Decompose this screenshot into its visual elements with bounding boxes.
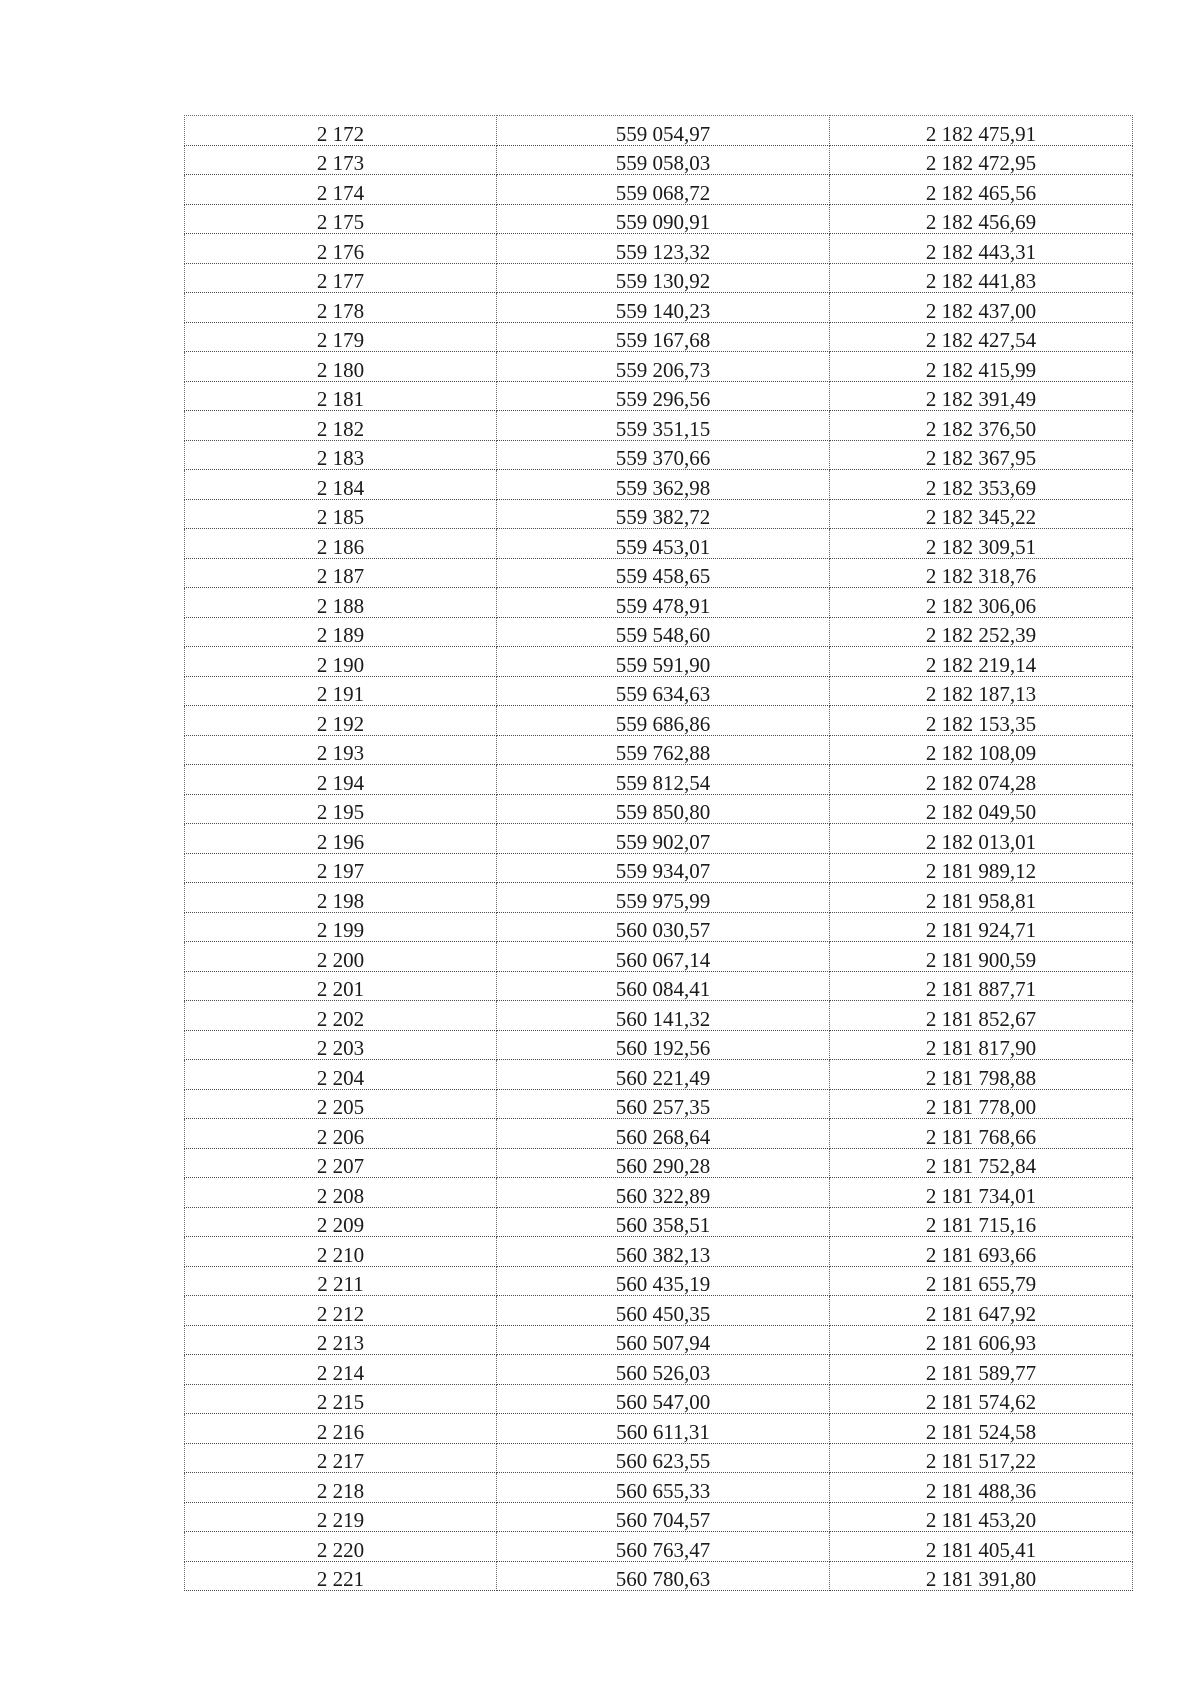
x-coordinate-cell: 560 192,56 <box>497 1030 830 1060</box>
x-coordinate-cell: 559 902,07 <box>497 824 830 854</box>
table-row <box>185 971 1133 1001</box>
point-number-cell: 2 174 <box>185 175 497 205</box>
point-number-cell: 2 216 <box>185 1414 497 1444</box>
table-row <box>185 1502 1133 1532</box>
y-coordinate-cell: 2 182 153,35 <box>830 706 1133 736</box>
point-number-cell: 2 180 <box>185 352 497 382</box>
table-row <box>185 794 1133 824</box>
x-coordinate-cell: 559 130,92 <box>497 263 830 293</box>
y-coordinate-cell: 2 182 345,22 <box>830 499 1133 529</box>
y-coordinate-cell: 2 182 391,49 <box>830 381 1133 411</box>
point-number-cell: 2 177 <box>185 263 497 293</box>
point-number-cell: 2 181 <box>185 381 497 411</box>
point-number-cell: 2 173 <box>185 145 497 175</box>
x-coordinate-cell: 560 084,41 <box>497 971 830 1001</box>
y-coordinate-cell: 2 182 415,99 <box>830 352 1133 382</box>
y-coordinate-cell: 2 182 013,01 <box>830 824 1133 854</box>
table-row <box>185 735 1133 765</box>
table-row <box>185 352 1133 382</box>
x-coordinate-cell: 559 686,86 <box>497 706 830 736</box>
x-coordinate-cell: 559 351,15 <box>497 411 830 441</box>
y-coordinate-cell: 2 182 049,50 <box>830 794 1133 824</box>
table-row <box>185 1355 1133 1385</box>
table-row <box>185 853 1133 883</box>
y-coordinate-cell: 2 181 655,79 <box>830 1266 1133 1296</box>
point-number-cell: 2 172 <box>185 116 497 146</box>
table-row <box>185 1325 1133 1355</box>
table-row <box>185 1296 1133 1326</box>
x-coordinate-cell: 560 450,35 <box>497 1296 830 1326</box>
table-row <box>185 411 1133 441</box>
x-coordinate-cell: 560 547,00 <box>497 1384 830 1414</box>
y-coordinate-cell: 2 181 488,36 <box>830 1473 1133 1503</box>
point-number-cell: 2 187 <box>185 558 497 588</box>
x-coordinate-cell: 559 058,03 <box>497 145 830 175</box>
table-row <box>185 234 1133 264</box>
table-row <box>185 1266 1133 1296</box>
point-number-cell: 2 185 <box>185 499 497 529</box>
point-number-cell: 2 193 <box>185 735 497 765</box>
point-number-cell: 2 208 <box>185 1178 497 1208</box>
table-row <box>185 647 1133 677</box>
point-number-cell: 2 210 <box>185 1237 497 1267</box>
point-number-cell: 2 197 <box>185 853 497 883</box>
table-row <box>185 883 1133 913</box>
point-number-cell: 2 194 <box>185 765 497 795</box>
table-row <box>185 381 1133 411</box>
y-coordinate-cell: 2 182 074,28 <box>830 765 1133 795</box>
y-coordinate-cell: 2 182 437,00 <box>830 293 1133 323</box>
x-coordinate-cell: 559 068,72 <box>497 175 830 205</box>
x-coordinate-cell: 560 382,13 <box>497 1237 830 1267</box>
y-coordinate-cell: 2 181 715,16 <box>830 1207 1133 1237</box>
point-number-cell: 2 200 <box>185 942 497 972</box>
x-coordinate-cell: 560 704,57 <box>497 1502 830 1532</box>
table-row <box>185 617 1133 647</box>
table-row <box>185 1237 1133 1267</box>
y-coordinate-cell: 2 182 441,83 <box>830 263 1133 293</box>
table-row <box>185 499 1133 529</box>
table-row <box>185 293 1133 323</box>
table-row <box>185 1001 1133 1031</box>
point-number-cell: 2 211 <box>185 1266 497 1296</box>
y-coordinate-cell: 2 181 647,92 <box>830 1296 1133 1326</box>
table-row <box>185 1030 1133 1060</box>
table-row <box>185 145 1133 175</box>
point-number-cell: 2 186 <box>185 529 497 559</box>
y-coordinate-cell: 2 181 817,90 <box>830 1030 1133 1060</box>
x-coordinate-cell: 559 762,88 <box>497 735 830 765</box>
table-row <box>185 1532 1133 1562</box>
y-coordinate-cell: 2 181 768,66 <box>830 1119 1133 1149</box>
x-coordinate-cell: 560 507,94 <box>497 1325 830 1355</box>
table-row <box>185 588 1133 618</box>
x-coordinate-cell: 559 934,07 <box>497 853 830 883</box>
point-number-cell: 2 218 <box>185 1473 497 1503</box>
point-number-cell: 2 179 <box>185 322 497 352</box>
x-coordinate-cell: 560 780,63 <box>497 1561 830 1591</box>
point-number-cell: 2 178 <box>185 293 497 323</box>
table-row <box>185 1443 1133 1473</box>
table-row <box>185 765 1133 795</box>
y-coordinate-cell: 2 182 306,06 <box>830 588 1133 618</box>
table-row <box>185 676 1133 706</box>
point-number-cell: 2 198 <box>185 883 497 913</box>
x-coordinate-cell: 560 030,57 <box>497 912 830 942</box>
x-coordinate-cell: 560 526,03 <box>497 1355 830 1385</box>
y-coordinate-cell: 2 181 924,71 <box>830 912 1133 942</box>
x-coordinate-cell: 560 067,14 <box>497 942 830 972</box>
x-coordinate-cell: 560 655,33 <box>497 1473 830 1503</box>
y-coordinate-cell: 2 182 187,13 <box>830 676 1133 706</box>
point-number-cell: 2 195 <box>185 794 497 824</box>
table-row <box>185 912 1133 942</box>
table-row <box>185 1414 1133 1444</box>
x-coordinate-cell: 560 221,49 <box>497 1060 830 1090</box>
y-coordinate-cell: 2 182 472,95 <box>830 145 1133 175</box>
y-coordinate-cell: 2 181 517,22 <box>830 1443 1133 1473</box>
point-number-cell: 2 202 <box>185 1001 497 1031</box>
y-coordinate-cell: 2 181 693,66 <box>830 1237 1133 1267</box>
y-coordinate-cell: 2 181 989,12 <box>830 853 1133 883</box>
x-coordinate-cell: 559 123,32 <box>497 234 830 264</box>
table-row <box>185 263 1133 293</box>
y-coordinate-cell: 2 182 443,31 <box>830 234 1133 264</box>
y-coordinate-cell: 2 181 752,84 <box>830 1148 1133 1178</box>
y-coordinate-cell: 2 182 376,50 <box>830 411 1133 441</box>
y-coordinate-cell: 2 182 475,91 <box>830 116 1133 146</box>
table-row <box>185 1089 1133 1119</box>
y-coordinate-cell: 2 182 353,69 <box>830 470 1133 500</box>
table-row <box>185 1119 1133 1149</box>
y-coordinate-cell: 2 181 798,88 <box>830 1060 1133 1090</box>
table-row <box>185 1473 1133 1503</box>
point-number-cell: 2 206 <box>185 1119 497 1149</box>
x-coordinate-cell: 560 141,32 <box>497 1001 830 1031</box>
point-number-cell: 2 188 <box>185 588 497 618</box>
y-coordinate-cell: 2 181 900,59 <box>830 942 1133 972</box>
coordinates-table-body <box>185 116 1133 1591</box>
point-number-cell: 2 201 <box>185 971 497 1001</box>
y-coordinate-cell: 2 181 574,62 <box>830 1384 1133 1414</box>
table-row <box>185 1178 1133 1208</box>
table-row <box>185 322 1133 352</box>
point-number-cell: 2 214 <box>185 1355 497 1385</box>
y-coordinate-cell: 2 182 252,39 <box>830 617 1133 647</box>
x-coordinate-cell: 560 611,31 <box>497 1414 830 1444</box>
y-coordinate-cell: 2 182 456,69 <box>830 204 1133 234</box>
table-row <box>185 175 1133 205</box>
point-number-cell: 2 203 <box>185 1030 497 1060</box>
point-number-cell: 2 190 <box>185 647 497 677</box>
point-number-cell: 2 196 <box>185 824 497 854</box>
y-coordinate-cell: 2 181 852,67 <box>830 1001 1133 1031</box>
point-number-cell: 2 189 <box>185 617 497 647</box>
table-row <box>185 470 1133 500</box>
point-number-cell: 2 183 <box>185 440 497 470</box>
y-coordinate-cell: 2 182 367,95 <box>830 440 1133 470</box>
point-number-cell: 2 220 <box>185 1532 497 1562</box>
y-coordinate-cell: 2 181 524,58 <box>830 1414 1133 1444</box>
x-coordinate-cell: 559 206,73 <box>497 352 830 382</box>
point-number-cell: 2 192 <box>185 706 497 736</box>
point-number-cell: 2 207 <box>185 1148 497 1178</box>
x-coordinate-cell: 559 850,80 <box>497 794 830 824</box>
y-coordinate-cell: 2 181 606,93 <box>830 1325 1133 1355</box>
x-coordinate-cell: 559 478,91 <box>497 588 830 618</box>
table-row <box>185 558 1133 588</box>
table-row <box>185 204 1133 234</box>
table-row <box>185 942 1133 972</box>
y-coordinate-cell: 2 181 391,80 <box>830 1561 1133 1591</box>
coordinates-table <box>184 115 1133 1591</box>
x-coordinate-cell: 560 435,19 <box>497 1266 830 1296</box>
point-number-cell: 2 205 <box>185 1089 497 1119</box>
table-row <box>185 824 1133 854</box>
point-number-cell: 2 191 <box>185 676 497 706</box>
y-coordinate-cell: 2 181 589,77 <box>830 1355 1133 1385</box>
point-number-cell: 2 182 <box>185 411 497 441</box>
x-coordinate-cell: 559 362,98 <box>497 470 830 500</box>
x-coordinate-cell: 559 458,65 <box>497 558 830 588</box>
y-coordinate-cell: 2 182 465,56 <box>830 175 1133 205</box>
x-coordinate-cell: 559 370,66 <box>497 440 830 470</box>
x-coordinate-cell: 559 975,99 <box>497 883 830 913</box>
x-coordinate-cell: 560 623,55 <box>497 1443 830 1473</box>
y-coordinate-cell: 2 182 108,09 <box>830 735 1133 765</box>
point-number-cell: 2 199 <box>185 912 497 942</box>
x-coordinate-cell: 559 054,97 <box>497 116 830 146</box>
point-number-cell: 2 219 <box>185 1502 497 1532</box>
point-number-cell: 2 217 <box>185 1443 497 1473</box>
y-coordinate-cell: 2 181 405,41 <box>830 1532 1133 1562</box>
table-row <box>185 1207 1133 1237</box>
table-row <box>185 1384 1133 1414</box>
y-coordinate-cell: 2 181 958,81 <box>830 883 1133 913</box>
x-coordinate-cell: 559 634,63 <box>497 676 830 706</box>
x-coordinate-cell: 559 090,91 <box>497 204 830 234</box>
x-coordinate-cell: 559 167,68 <box>497 322 830 352</box>
y-coordinate-cell: 2 181 887,71 <box>830 971 1133 1001</box>
x-coordinate-cell: 560 290,28 <box>497 1148 830 1178</box>
table-row <box>185 1060 1133 1090</box>
table-row <box>185 116 1133 146</box>
point-number-cell: 2 212 <box>185 1296 497 1326</box>
point-number-cell: 2 176 <box>185 234 497 264</box>
y-coordinate-cell: 2 182 219,14 <box>830 647 1133 677</box>
y-coordinate-cell: 2 182 309,51 <box>830 529 1133 559</box>
table-row <box>185 706 1133 736</box>
x-coordinate-cell: 560 268,64 <box>497 1119 830 1149</box>
point-number-cell: 2 209 <box>185 1207 497 1237</box>
x-coordinate-cell: 559 453,01 <box>497 529 830 559</box>
x-coordinate-cell: 559 140,23 <box>497 293 830 323</box>
y-coordinate-cell: 2 181 778,00 <box>830 1089 1133 1119</box>
x-coordinate-cell: 560 763,47 <box>497 1532 830 1562</box>
point-number-cell: 2 215 <box>185 1384 497 1414</box>
y-coordinate-cell: 2 181 453,20 <box>830 1502 1133 1532</box>
y-coordinate-cell: 2 182 318,76 <box>830 558 1133 588</box>
y-coordinate-cell: 2 181 734,01 <box>830 1178 1133 1208</box>
x-coordinate-cell: 559 296,56 <box>497 381 830 411</box>
x-coordinate-cell: 559 548,60 <box>497 617 830 647</box>
x-coordinate-cell: 560 358,51 <box>497 1207 830 1237</box>
point-number-cell: 2 221 <box>185 1561 497 1591</box>
point-number-cell: 2 175 <box>185 204 497 234</box>
point-number-cell: 2 184 <box>185 470 497 500</box>
table-row <box>185 440 1133 470</box>
table-row <box>185 529 1133 559</box>
point-number-cell: 2 213 <box>185 1325 497 1355</box>
x-coordinate-cell: 559 382,72 <box>497 499 830 529</box>
point-number-cell: 2 204 <box>185 1060 497 1090</box>
table-row <box>185 1561 1133 1591</box>
x-coordinate-cell: 560 257,35 <box>497 1089 830 1119</box>
table-row <box>185 1148 1133 1178</box>
x-coordinate-cell: 560 322,89 <box>497 1178 830 1208</box>
x-coordinate-cell: 559 591,90 <box>497 647 830 677</box>
y-coordinate-cell: 2 182 427,54 <box>830 322 1133 352</box>
x-coordinate-cell: 559 812,54 <box>497 765 830 795</box>
